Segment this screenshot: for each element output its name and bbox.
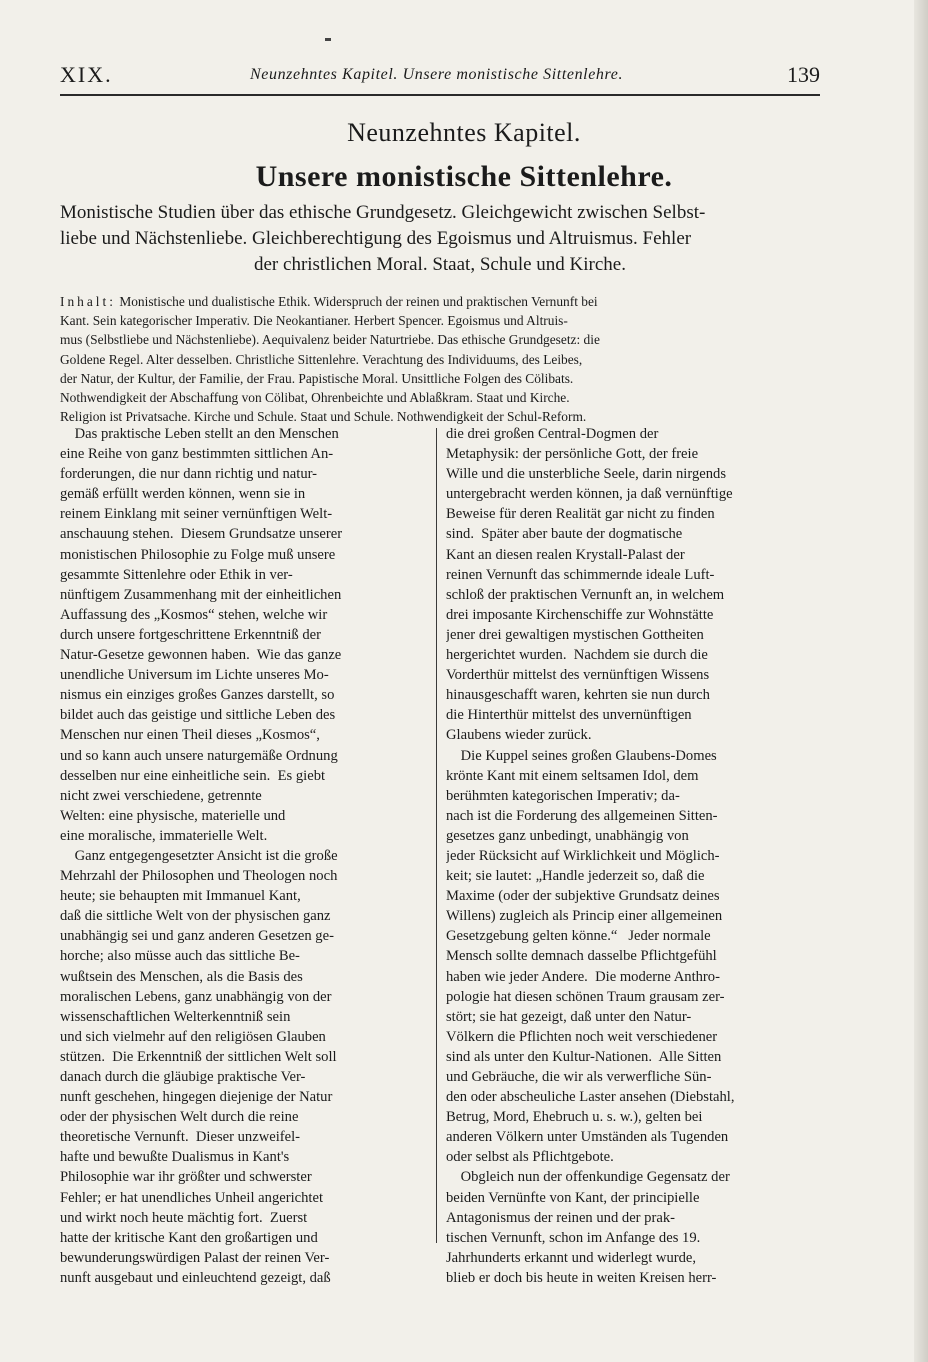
- text-line: Glaubens wieder zurück.: [446, 727, 592, 744]
- subtitle-line: liebe und Nächstenliebe. Gleichberechtigung des Egoismus und Altruismus. Fehler: [60, 228, 692, 249]
- page-edge-shadow: [914, 0, 928, 1362]
- text-line: die Hinterthür mittelst des unvernünftigen: [446, 707, 692, 724]
- text-line: eine Reihe von ganz bestimmten sittlichen An-: [60, 446, 334, 463]
- text-line: hatte der kritische Kant den großartigen und: [60, 1229, 318, 1246]
- text-line: Die Kuppel seines großen Glaubens-Domes: [446, 747, 717, 764]
- text-line: Philosophie war ihr größter und schwerster: [60, 1169, 312, 1186]
- text-line: Das praktische Leben stellt an den Menschen: [60, 426, 339, 442]
- text-line: desselben nur eine einheitliche sein. Es giebt: [60, 767, 326, 784]
- summary-line: mus (Selbstliebe und Nächstenliebe). Aequivalenz beider Naturtriebe. Das ethische Grundgesetz: die: [60, 332, 600, 348]
- text-line: nunft geschehen, hingegen diejenige der Natur: [60, 1089, 333, 1106]
- text-line: Antagonismus der reinen und der prak-: [446, 1209, 675, 1226]
- text-line: hergerichtet wurden. Nachdem sie durch die: [446, 647, 708, 664]
- text-line: Wille und die unsterbliche Seele, darin nirgends: [446, 466, 726, 483]
- text-line: wissenschaftlichen Welterkenntniß sein: [60, 1008, 291, 1025]
- column-divider: [436, 428, 437, 1243]
- summary-line: Religion ist Privatsache. Kirche und Schule. Staat und Schule. Nothwendigkeit der Schul-Reform.: [60, 409, 587, 425]
- text-line: durch unsere fortgeschrittene Erkenntniß der: [60, 626, 321, 643]
- text-line: Metaphysik: der persönliche Gott, der freie: [446, 446, 699, 463]
- text-line: Natur-Gesetze gewonnen haben. Wie das ganze: [60, 647, 342, 664]
- right-text-column: [446, 424, 814, 1288]
- text-line: gesetzes ganz unbedingt, unabhängig von: [446, 827, 689, 844]
- subtitle-line: der christlichen Moral. Staat, Schule und Kirche.: [254, 254, 626, 275]
- text-line: anschauung stehen. Diesem Grundsatze unserer: [60, 526, 343, 543]
- chapter-summary: [60, 292, 822, 426]
- summary-line: Kant. Sein kategorischer Imperativ. Die Neokantianer. Herbert Spencer. Egoismus und Altruis-: [60, 313, 568, 329]
- text-line: sind als unter den Kultur-Nationen. Alle Sitten: [446, 1048, 722, 1065]
- text-line: schloß der praktischen Vernunft an, in welchem: [446, 586, 725, 603]
- summary-line: Nothwendigkeit der Abschaffung von Cölibat, Ohrenbeichte und Ablaßkram. Staat und Kirche.: [60, 390, 570, 406]
- text-line: Ganz entgegengesetzter Ansicht ist die große: [60, 847, 338, 864]
- text-line: danach durch die gläubige praktische Ver-: [60, 1069, 306, 1085]
- text-line: eine moralische, immaterielle Welt.: [60, 827, 268, 844]
- text-line: nicht zwei verschiedene, getrennte: [60, 787, 262, 804]
- text-line: Maxime (oder der subjektive Grundsatz deines: [446, 888, 720, 905]
- subtitle-line: Monistische Studien über das ethische Grundgesetz. Gleichgewicht zwischen Selbst-: [60, 202, 706, 223]
- text-line: jener drei gewaltigen mystischen Gottheiten: [446, 626, 704, 643]
- text-line: hafte und bewußte Dualismus in Kant's: [60, 1149, 290, 1166]
- text-line: theoretische Vernunft. Dieser unzweifel-: [60, 1129, 301, 1146]
- text-line: nismus ein einziges großes Ganzes darstellt, so: [60, 687, 335, 704]
- text-line: gemäß erfüllt werden können, wenn sie in: [60, 486, 306, 503]
- summary-line: der Natur, der Kultur, der Familie, der Frau. Papistische Moral. Unsittliche Folgen des Cölibats.: [60, 370, 574, 386]
- text-line: reinem Einklang mit seiner vernünftigen Welt-: [60, 506, 333, 523]
- page-number: 139: [787, 62, 820, 87]
- running-head-chapter-number: XIX.: [60, 62, 113, 87]
- chapter-subtitle: [60, 200, 820, 278]
- text-line: hinausgeschafft waren, kehrten sie nun durch: [446, 687, 710, 704]
- text-line: jeder Rücksicht auf Wirklichkeit und Möglich-: [446, 847, 720, 864]
- text-line: reinen Vernunft das schimmernde ideale Luft-: [446, 566, 715, 583]
- text-line: stört; sie hat gezeigt, daß unter den Natur-: [446, 1008, 692, 1025]
- text-line: Welten: eine physische, materielle und: [60, 807, 286, 824]
- text-line: Völkern die Pflichten noch weit verschiedener: [446, 1028, 718, 1045]
- text-line: oder der physischen Welt durch die reine: [60, 1109, 299, 1126]
- text-line: blieb er doch bis heute in weiten Kreisen herr-: [446, 1269, 717, 1286]
- chapter-title: Neunzehntes Kapitel.: [347, 118, 581, 147]
- text-line: Beweise für deren Realität gar nicht zu finden: [446, 506, 715, 523]
- text-line: bildet auch das geistige und sittliche Leben des: [60, 707, 336, 724]
- text-line: oder selbst als Pflichtgebote.: [446, 1149, 614, 1166]
- text-line: moralischen Lebens, ganz unabhängig von der: [60, 988, 332, 1005]
- text-line: Betrug, Mord, Ehebruch u. s. w.), gelten bei: [446, 1109, 703, 1126]
- text-line: stützen. Die Erkenntniß der sittlichen Welt soll: [60, 1048, 337, 1065]
- text-line: unendliche Universum im Lichte unseres Mo-: [60, 667, 329, 684]
- summary-label: Inhalt:: [60, 294, 116, 309]
- text-line: nach ist die Forderung des allgemeinen Sitten-: [446, 807, 718, 824]
- text-line: heute; sie behaupten mit Immanuel Kant,: [60, 888, 301, 905]
- text-line: krönte Kant mit einem seltsamen Idol, dem: [446, 767, 699, 784]
- text-line: wußtsein des Menschen, als die Basis des: [60, 968, 303, 985]
- text-line: haben wie jeder Andere. Die moderne Anthro-: [446, 968, 720, 985]
- text-line: Willens) zugleich als Princip einer allgemeinen: [446, 908, 723, 925]
- text-line: gesammte Sittenlehre oder Ethik in ver-: [60, 566, 293, 583]
- text-line: berühmten kategorischen Imperativ; da-: [446, 787, 680, 804]
- text-line: untergebracht werden können, ja daß vernünftige: [446, 486, 733, 503]
- text-line: horche; also müsse auch das sittliche Be-: [60, 948, 300, 965]
- text-line: Vorderthür mittelst des vernünftigen Wissens: [446, 667, 710, 684]
- text-line: und wirkt noch heute mächtig fort. Zuerst: [60, 1209, 308, 1226]
- text-line: keit; sie lautet: „Handle jederzeit so, daß die: [446, 868, 705, 885]
- summary-line: Goldene Regel. Alter desselben. Christliche Sittenlehre. Verachtung des Individuums, des Leibes,: [60, 351, 583, 367]
- text-line: drei imposante Kirchenschiffe zur Wohnstätte: [446, 606, 714, 623]
- section-title: Unsere monistische Sittenlehre.: [255, 160, 673, 193]
- summary-line-text: Monistische und dualistische Ethik. Widerspruch der reinen und praktischen Vernunft bei: [119, 294, 598, 309]
- text-line: Fehler; er hat unendliches Unheil angerichtet: [60, 1189, 323, 1206]
- text-line: Gesetzgebung gelten könne.“ Jeder normale: [446, 928, 711, 945]
- text-line: bewunderungswürdigen Palast der reinen Ver-: [60, 1249, 330, 1266]
- running-head: [60, 62, 820, 96]
- text-line: sind. Später aber baute der dogmatische: [446, 526, 683, 543]
- text-line: nünftigem Zusammenhang mit der einheitlichen: [60, 586, 342, 603]
- text-line: monistischen Philosophie zu Folge muß unsere: [60, 546, 336, 563]
- text-line: Jahrhunderts erkannt und widerlegt wurde,: [446, 1249, 697, 1266]
- left-text-column: [60, 424, 428, 1288]
- text-line: und so kann auch unsere naturgemäße Ordnung: [60, 747, 338, 764]
- text-line: die drei großen Central-Dogmen der: [446, 426, 659, 442]
- text-line: pologie hat diesen schönen Traum grausam zer-: [446, 988, 725, 1005]
- text-line: und Gebräuche, die wir als verwerfliche Sün-: [446, 1069, 712, 1085]
- text-line: den oder abscheuliche Laster ansehen (Diebstahl,: [446, 1089, 735, 1106]
- text-line: Mensch sollte demnach dasselbe Pflichtgefühl: [446, 948, 717, 965]
- text-line: Obgleich nun der offenkundige Gegensatz der: [446, 1169, 730, 1186]
- text-line: Menschen nur einen Theil dieses „Kosmos“,: [60, 727, 320, 744]
- text-line: nunft ausgebaut und einleuchtend gezeigt, daß: [60, 1269, 331, 1286]
- text-line: Mehrzahl der Philosophen und Theologen noch: [60, 868, 338, 885]
- print-mark: [325, 38, 331, 41]
- summary-line: [60, 292, 822, 311]
- text-line: daß die sittliche Welt von der physischen ganz: [60, 908, 331, 925]
- text-line: tischen Vernunft, schon im Anfange des 19.: [446, 1229, 701, 1246]
- text-line: unabhängig sei und ganz anderen Gesetzen ge-: [60, 928, 334, 945]
- running-head-title: Neunzehntes Kapitel. Unsere monistische Sittenlehre.: [250, 66, 624, 83]
- text-line: forderungen, die nur dann richtig und natur-: [60, 466, 318, 483]
- text-line: Auffassung des „Kosmos“ stehen, welche wir: [60, 606, 328, 623]
- text-line: und sich vielmehr auf den religiösen Glauben: [60, 1028, 326, 1045]
- text-line: beiden Vernünfte von Kant, der principielle: [446, 1189, 700, 1206]
- text-line: Kant an diesen realen Krystall-Palast der: [446, 546, 685, 563]
- text-line: anderen Völkern unter Umständen als Tugenden: [446, 1129, 729, 1146]
